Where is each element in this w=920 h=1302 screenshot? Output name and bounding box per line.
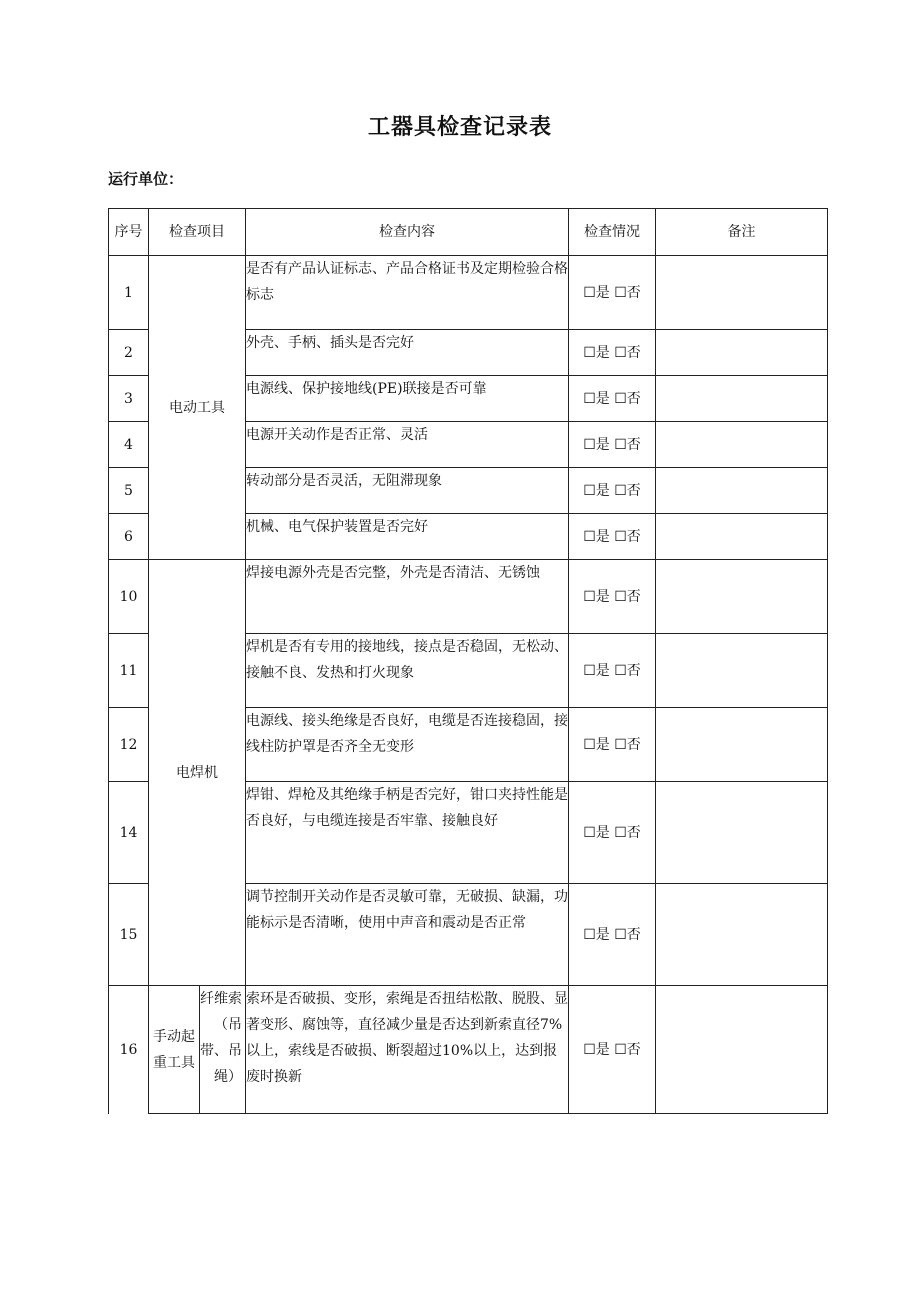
check-content: 是否有产品认证标志、产品合格证书及定期检验合格标志 [246, 256, 569, 330]
check-status-options[interactable]: ☐是 ☐否 [569, 256, 656, 330]
remark-cell[interactable] [656, 634, 828, 708]
row-number: 10 [109, 560, 149, 634]
check-status-options[interactable]: ☐是 ☐否 [569, 634, 656, 708]
check-status-options[interactable]: ☐是 ☐否 [569, 468, 656, 514]
header-item: 检查项目 [149, 209, 246, 256]
row-number: 5 [109, 468, 149, 514]
remark-cell[interactable] [656, 560, 828, 634]
check-status-options[interactable]: ☐是 ☐否 [569, 376, 656, 422]
row-number: 1 [109, 256, 149, 330]
table-row [109, 986, 828, 1114]
check-status-options[interactable]: ☐是 ☐否 [569, 514, 656, 560]
check-content: 焊机是否有专用的接地线，接点是否稳固，无松动、接触不良、发热和打火现象 [246, 634, 569, 708]
check-status-options[interactable]: ☐是 ☐否 [569, 422, 656, 468]
check-status-options[interactable]: ☐是 ☐否 [569, 560, 656, 634]
operating-unit-label: 运行单位： [108, 170, 184, 188]
row-number: 16 [109, 986, 149, 1114]
check-content: 索环是否破损、变形，索绳是否扭结松散、脱股、显著变形、腐蚀等，直径减少量是否达到新索直径7%以上，索线是否破损、断裂超过10%以上，达到报废时换新 [246, 986, 569, 1114]
category-lifting-tools: 手动起重工具 [149, 986, 200, 1114]
check-status-options[interactable]: ☐是 ☐否 [569, 884, 656, 986]
category-power-tools: 电动工具 [149, 256, 246, 560]
remark-cell[interactable] [656, 986, 828, 1114]
check-content: 焊接电源外壳是否完整，外壳是否清洁、无锈蚀 [246, 560, 569, 634]
check-status-options[interactable]: ☐是 ☐否 [569, 330, 656, 376]
remark-cell[interactable] [656, 514, 828, 560]
remark-cell[interactable] [656, 376, 828, 422]
row-number: 4 [109, 422, 149, 468]
check-content: 焊钳、焊枪及其绝缘手柄是否完好，钳口夹持性能是否良好，与电缆连接是否牢靠、接触良好 [246, 782, 569, 884]
remark-cell[interactable] [656, 708, 828, 782]
header-content: 检查内容 [246, 209, 569, 256]
remark-cell[interactable] [656, 256, 828, 330]
category-welder: 电焊机 [149, 560, 246, 986]
inspection-record-table [108, 208, 828, 1114]
page-title: 工器具检查记录表 [367, 114, 552, 140]
header-status: 检查情况 [569, 209, 656, 256]
check-content: 机械、电气保护装置是否完好 [246, 514, 569, 560]
remark-cell[interactable] [656, 884, 828, 986]
row-number: 11 [109, 634, 149, 708]
row-number: 3 [109, 376, 149, 422]
header-remark: 备注 [656, 209, 828, 256]
check-status-options[interactable]: ☐是 ☐否 [569, 986, 656, 1114]
check-content: 电源开关动作是否正常、灵活 [246, 422, 569, 468]
subcategory-fiber-rope: 纤维索（吊带、吊绳） [200, 986, 246, 1114]
check-status-options[interactable]: ☐是 ☐否 [569, 708, 656, 782]
check-content: 电源线、接头绝缘是否良好，电缆是否连接稳固，接线柱防护罩是否齐全无变形 [246, 708, 569, 782]
remark-cell[interactable] [656, 782, 828, 884]
check-content: 外壳、手柄、插头是否完好 [246, 330, 569, 376]
check-content: 转动部分是否灵活，无阻滞现象 [246, 468, 569, 514]
table-header-row [109, 209, 828, 256]
row-number: 15 [109, 884, 149, 986]
table-row [109, 560, 828, 634]
remark-cell[interactable] [656, 422, 828, 468]
table-row [109, 256, 828, 330]
check-status-options[interactable]: ☐是 ☐否 [569, 782, 656, 884]
row-number: 14 [109, 782, 149, 884]
check-content: 电源线、保护接地线(PE)联接是否可靠 [246, 376, 569, 422]
header-no: 序号 [109, 209, 149, 256]
remark-cell[interactable] [656, 330, 828, 376]
row-number: 2 [109, 330, 149, 376]
row-number: 6 [109, 514, 149, 560]
row-number: 12 [109, 708, 149, 782]
check-content: 调节控制开关动作是否灵敏可靠，无破损、缺漏，功能标示是否清晰，使用中声音和震动是否正常 [246, 884, 569, 986]
remark-cell[interactable] [656, 468, 828, 514]
